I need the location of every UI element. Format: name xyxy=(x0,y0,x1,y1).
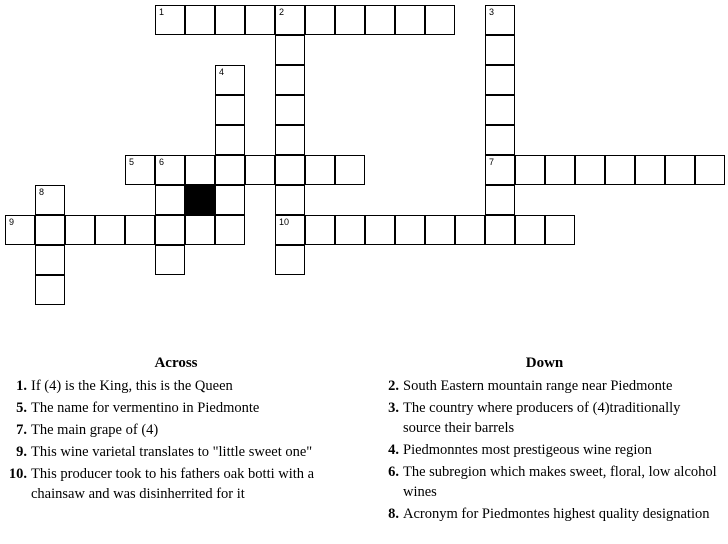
grid-cell[interactable] xyxy=(155,245,185,275)
down-heading: Down xyxy=(525,355,564,371)
grid-cell[interactable] xyxy=(215,5,245,35)
clue-text: The main grape of (4) xyxy=(31,422,159,438)
grid-cell[interactable] xyxy=(275,95,305,125)
grid-cell[interactable] xyxy=(485,35,515,65)
clue-item xyxy=(0,398,352,418)
grid-cell[interactable] xyxy=(125,155,155,185)
grid-cell[interactable] xyxy=(35,275,65,305)
grid-cell[interactable] xyxy=(335,155,365,185)
clue-number: 6 xyxy=(159,157,165,167)
clue-item xyxy=(372,504,717,524)
grid-cell[interactable] xyxy=(665,155,695,185)
grid-cell[interactable] xyxy=(575,155,605,185)
grid-cell[interactable] xyxy=(485,155,515,185)
clue-num: 8. xyxy=(388,506,399,522)
clue-text: The subregion which makes sweet, floral, low alcohol wines xyxy=(403,464,717,500)
grid-cell[interactable] xyxy=(395,5,425,35)
grid-cell[interactable] xyxy=(35,215,65,245)
clue-item xyxy=(372,440,717,460)
clue-item xyxy=(372,462,717,502)
clue-item xyxy=(0,376,352,396)
clue-number: 7 xyxy=(489,157,495,167)
grid-cell[interactable] xyxy=(305,5,335,35)
grid-cell[interactable] xyxy=(275,35,305,65)
grid-cell[interactable] xyxy=(635,155,665,185)
clue-number: 3 xyxy=(489,7,495,17)
grid-cell[interactable] xyxy=(215,155,245,185)
clue-number: 2 xyxy=(279,7,285,17)
grid-cell[interactable] xyxy=(485,65,515,95)
grid-cell[interactable] xyxy=(275,65,305,95)
clue-item xyxy=(0,464,352,504)
grid-cell[interactable] xyxy=(275,125,305,155)
grid-cell[interactable] xyxy=(275,245,305,275)
clue-num: 5. xyxy=(16,400,27,416)
clue-number: 4 xyxy=(219,67,225,77)
clue-item xyxy=(372,376,717,396)
grid-cell[interactable] xyxy=(215,185,245,215)
grid-cell[interactable] xyxy=(155,215,185,245)
clue-num: 4. xyxy=(388,442,399,458)
grid-cell[interactable] xyxy=(245,5,275,35)
grid-cell[interactable] xyxy=(185,5,215,35)
grid-cell[interactable] xyxy=(455,215,485,245)
clue-item xyxy=(372,398,717,438)
clue-item xyxy=(0,420,352,440)
clue-num: 6. xyxy=(388,464,399,480)
grid-cell[interactable] xyxy=(35,185,65,215)
clue-text: If (4) is the King, this is the Queen xyxy=(31,378,233,394)
clue-num: 7. xyxy=(16,422,27,438)
grid-cell[interactable] xyxy=(425,5,455,35)
clue-num: 2. xyxy=(388,378,399,394)
clue-num: 3. xyxy=(388,400,399,416)
across-clues xyxy=(0,354,352,506)
grid-cell[interactable] xyxy=(155,5,185,35)
clue-num: 10. xyxy=(8,466,27,482)
clue-item xyxy=(0,442,352,462)
grid-cell[interactable] xyxy=(545,155,575,185)
clue-text: This wine varietal translates to "little sweet one" xyxy=(31,444,313,460)
grid-cell[interactable] xyxy=(425,215,455,245)
grid-cell[interactable] xyxy=(485,215,515,245)
grid-cell[interactable] xyxy=(545,215,575,245)
grid-cell[interactable] xyxy=(185,155,215,185)
grid-cell[interactable] xyxy=(485,125,515,155)
grid-cell[interactable] xyxy=(515,215,545,245)
grid-cell[interactable] xyxy=(485,5,515,35)
clue-number: 9 xyxy=(9,217,15,227)
grid-cell[interactable] xyxy=(335,215,365,245)
grid-cell[interactable] xyxy=(275,215,305,245)
grid-cell[interactable] xyxy=(185,215,215,245)
grid-cell[interactable] xyxy=(275,185,305,215)
clue-number: 5 xyxy=(129,157,135,167)
grid-cell[interactable] xyxy=(605,155,635,185)
black-square xyxy=(185,185,215,215)
clue-num: 1. xyxy=(16,378,27,394)
grid-cell[interactable] xyxy=(245,155,275,185)
grid-cell[interactable] xyxy=(5,215,35,245)
clue-text: The country where producers of (4)traditionally source their barrels xyxy=(403,400,681,436)
clue-text: This producer took to his fathers oak botti with a chainsaw and was disinherrited for it xyxy=(31,466,315,502)
grid-cell[interactable] xyxy=(215,215,245,245)
grid-cell[interactable] xyxy=(395,215,425,245)
grid-cell[interactable] xyxy=(215,125,245,155)
grid-cell[interactable] xyxy=(125,215,155,245)
grid-cell[interactable] xyxy=(515,155,545,185)
clue-number: 10 xyxy=(279,217,290,227)
grid-cell[interactable] xyxy=(365,5,395,35)
grid-cell[interactable] xyxy=(695,155,725,185)
grid-cell[interactable] xyxy=(305,215,335,245)
grid-cell[interactable] xyxy=(365,215,395,245)
clue-text: The name for vermentino in Piedmonte xyxy=(31,400,260,416)
grid-cell[interactable] xyxy=(275,155,305,185)
down-clues xyxy=(372,354,717,526)
clue-number: 8 xyxy=(39,187,45,197)
grid-cell[interactable] xyxy=(35,245,65,275)
grid-cell[interactable] xyxy=(305,155,335,185)
grid-cell[interactable] xyxy=(155,155,185,185)
grid-cell[interactable] xyxy=(65,215,95,245)
grid-cell[interactable] xyxy=(335,5,365,35)
clue-text: Acronym for Piedmontes highest quality designation xyxy=(403,506,710,522)
grid-cell[interactable] xyxy=(155,185,185,215)
clue-num: 9. xyxy=(16,444,27,460)
grid-cell[interactable] xyxy=(215,65,245,95)
grid-cell[interactable] xyxy=(485,185,515,215)
across-heading: Across xyxy=(154,355,198,371)
grid-cell[interactable] xyxy=(275,5,305,35)
grid-cell[interactable] xyxy=(95,215,125,245)
grid-cell[interactable] xyxy=(485,95,515,125)
clue-number: 1 xyxy=(159,7,165,17)
grid-cell[interactable] xyxy=(215,95,245,125)
clue-text: South Eastern mountain range near Piedmonte xyxy=(403,378,673,394)
clue-text: Piedmonntes most prestigeous wine region xyxy=(403,442,652,458)
